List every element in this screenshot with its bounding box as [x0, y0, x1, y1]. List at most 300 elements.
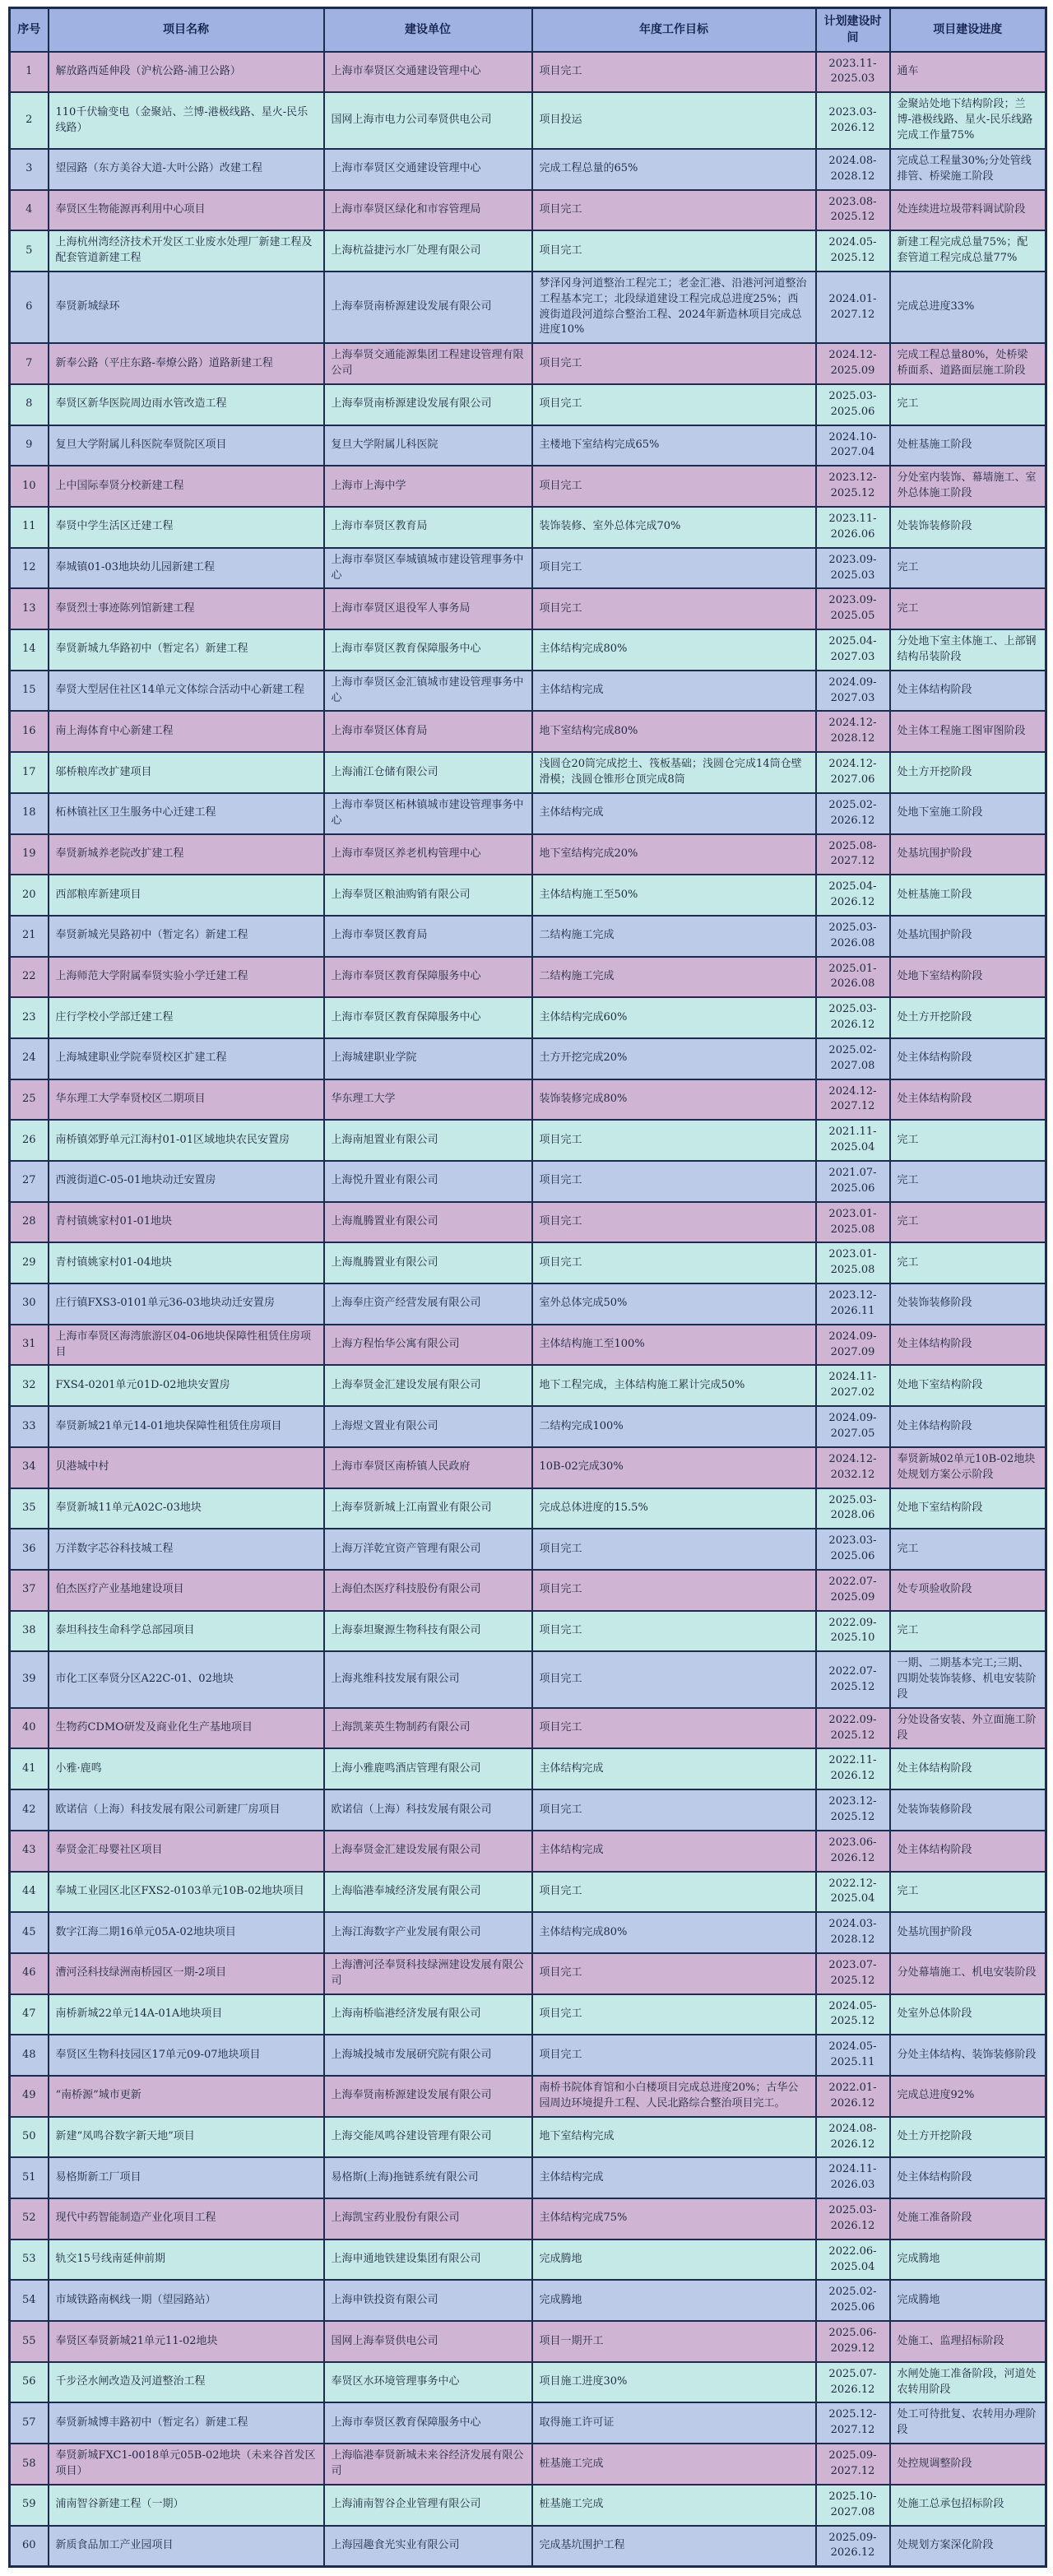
cell-annual-target: 项目完工 — [532, 1872, 816, 1913]
cell-index: 33 — [10, 1406, 49, 1447]
cell-annual-target: 主体结构完成 — [532, 793, 816, 834]
cell-build-unit: 上海市奉贤区教育局 — [324, 916, 532, 957]
cell-project-name: 奉贤区生物科技园区17单元09-07地块项目 — [49, 2035, 324, 2076]
cell-build-unit: 复旦大学附属儿科医院 — [324, 425, 532, 466]
cell-plan-time: 2024.08-2026.12 — [816, 2117, 890, 2158]
cell-project-name: 奉贤金汇母婴社区项目 — [49, 1831, 324, 1872]
cell-progress: 处基坑围护阶段 — [890, 1912, 1046, 1953]
cell-project-name: “南桥源”城市更新 — [49, 2076, 324, 2117]
cell-progress: 处装饰装修阶段 — [890, 1283, 1046, 1325]
cell-build-unit: 上海煜文置业有限公司 — [324, 1406, 532, 1447]
cell-plan-time: 2021.11-2025.04 — [816, 1120, 890, 1161]
cell-build-unit: 上海奉贤南桥源建设发展有限公司 — [324, 384, 532, 425]
column-header-annual-target: 年度工作目标 — [532, 8, 816, 52]
cell-progress: 分处幕墙施工、机电安装阶段 — [890, 1953, 1046, 1994]
cell-plan-time: 2022.01-2026.12 — [816, 2076, 890, 2117]
cell-build-unit: 易格斯(上海)拖链系统有限公司 — [324, 2157, 532, 2198]
cell-project-name: 奉贤新城11单元A02C-03地块 — [49, 1488, 324, 1529]
cell-annual-target: 桩基施工完成 — [532, 2444, 816, 2485]
cell-plan-time: 2025.03-2026.12 — [816, 997, 890, 1038]
cell-progress: 完工 — [890, 1161, 1046, 1202]
table-row — [10, 384, 1046, 425]
cell-annual-target: 项目完工 — [532, 1651, 816, 1708]
table-row — [10, 2157, 1046, 2198]
table-row — [10, 671, 1046, 712]
cell-project-name: 西渡街道C-05-01地块动迁安置房 — [49, 1161, 324, 1202]
cell-index: 13 — [10, 588, 49, 629]
cell-plan-time: 2025.02-2025.06 — [816, 2280, 890, 2321]
column-header-build-unit: 建设单位 — [324, 8, 532, 52]
cell-project-name: 欧诺信（上海）科技发展有限公司新建厂房项目 — [49, 1789, 324, 1831]
cell-plan-time: 2024.05-2025.12 — [816, 230, 890, 272]
cell-plan-time: 2025.10-2027.08 — [816, 2485, 890, 2526]
cell-progress: 处主体结构阶段 — [890, 671, 1046, 712]
cell-plan-time: 2022.06-2025.04 — [816, 2239, 890, 2281]
cell-build-unit: 上海市奉贤区教育保障服务中心 — [324, 2402, 532, 2444]
table-row — [10, 2402, 1046, 2444]
cell-annual-target: 项目完工 — [532, 1120, 816, 1161]
cell-project-name: 解放路西延伸段（沪杭公路-浦卫公路） — [49, 52, 324, 93]
table-row — [10, 52, 1046, 93]
cell-plan-time: 2023.03-2025.06 — [816, 1529, 890, 1570]
cell-plan-time: 2024.09-2027.09 — [816, 1325, 890, 1366]
cell-annual-target: 项目一期开工 — [532, 2321, 816, 2362]
cell-index: 19 — [10, 834, 49, 875]
cell-index: 35 — [10, 1488, 49, 1529]
cell-project-name: 庄行学校小学部迁建工程 — [49, 997, 324, 1038]
cell-plan-time: 2023.12-2025.12 — [816, 1789, 890, 1831]
cell-progress: 处主体结构阶段 — [890, 1831, 1046, 1872]
cell-build-unit: 上海胤腾置业有限公司 — [324, 1242, 532, 1283]
cell-plan-time: 2024.12-2032.12 — [816, 1447, 890, 1488]
cell-annual-target: 项目完工 — [532, 588, 816, 629]
cell-index: 53 — [10, 2239, 49, 2281]
cell-progress: 处基坑围护阶段 — [890, 834, 1046, 875]
table-row — [10, 466, 1046, 507]
table-row — [10, 1953, 1046, 1994]
cell-progress: 完成总进度92% — [890, 2076, 1046, 2117]
cell-progress: 处土方开挖阶段 — [890, 2117, 1046, 2158]
cell-build-unit: 上海城建职业学院 — [324, 1038, 532, 1079]
table-row — [10, 1283, 1046, 1325]
cell-annual-target: 主体结构完成 — [532, 1748, 816, 1789]
cell-plan-time: 2024.05-2025.11 — [816, 2035, 890, 2076]
column-header-index: 序号 — [10, 8, 49, 52]
cell-annual-target: 项目完工 — [532, 1202, 816, 1243]
cell-plan-time: 2025.01-2026.08 — [816, 957, 890, 998]
cell-plan-time: 2025.03-2026.08 — [816, 916, 890, 957]
cell-progress: 完成总进度33% — [890, 272, 1046, 343]
cell-progress: 处主体结构阶段 — [890, 1079, 1046, 1121]
cell-annual-target: 项目投运 — [532, 92, 816, 149]
cell-index: 34 — [10, 1447, 49, 1488]
cell-project-name: 奉贤新城养老院改扩建工程 — [49, 834, 324, 875]
table-row — [10, 272, 1046, 343]
column-header-project-name: 项目名称 — [49, 8, 324, 52]
cell-annual-target: 梦泽冈身河道整治工程完工；老金汇港、沿港河河道整治工程基本完工；北段绿道建设工程完成总进度25%；西渡街道段河道综合整治工程、2024年新造林项目完成总进度10% — [532, 272, 816, 343]
cell-progress: 处工可待批复、农转用办理阶段 — [890, 2402, 1046, 2444]
cell-index: 27 — [10, 1161, 49, 1202]
cell-annual-target: 10B-02完成30% — [532, 1447, 816, 1488]
cell-build-unit: 上海奉贤金汇建设发展有限公司 — [324, 1365, 532, 1406]
table-row — [10, 1994, 1046, 2035]
cell-project-name: 110千伏输变电（金聚站、兰博-港极线路、星火-民乐线路） — [49, 92, 324, 149]
cell-build-unit: 上海奉庄资产经营发展有限公司 — [324, 1283, 532, 1325]
cell-index: 3 — [10, 149, 49, 190]
cell-annual-target: 完成总体进度的15.5% — [532, 1488, 816, 1529]
cell-progress: 处施工总承包招标阶段 — [890, 2485, 1046, 2526]
cell-project-name: 青村镇姚家村01-01地块 — [49, 1202, 324, 1243]
cell-index: 46 — [10, 1953, 49, 1994]
cell-plan-time: 2024.09-2027.03 — [816, 671, 890, 712]
cell-project-name: 奉贤新城FXC1-0018单元05B-02地块（未来谷首发区项目） — [49, 2444, 324, 2485]
cell-annual-target: 项目完工 — [532, 343, 816, 384]
cell-annual-target: 项目完工 — [532, 1994, 816, 2035]
cell-index: 49 — [10, 2076, 49, 2117]
cell-project-name: 奉贤区奉贤新城21单元11-02地块 — [49, 2321, 324, 2362]
cell-project-name: 华东理工大学奉贤校区二期项目 — [49, 1079, 324, 1121]
cell-plan-time: 2024.11-2026.03 — [816, 2157, 890, 2198]
cell-project-name: 南桥镇郊野单元江海村01-01区域地块农民安置房 — [49, 1120, 324, 1161]
cell-plan-time: 2025.03-2025.06 — [816, 384, 890, 425]
cell-project-name: 奉贤新城博丰路初中（暂定名）新建工程 — [49, 2402, 324, 2444]
cell-progress: 处主体工程施工图审图阶段 — [890, 711, 1046, 752]
table-row — [10, 1406, 1046, 1447]
cell-plan-time: 2023.07-2025.12 — [816, 1953, 890, 1994]
cell-build-unit: 上海市奉贤区奉城镇城市建设管理事务中心 — [324, 548, 532, 589]
cell-build-unit: 上海浦江仓储有限公司 — [324, 752, 532, 793]
table-row — [10, 2321, 1046, 2362]
cell-annual-target: 完成腾地 — [532, 2239, 816, 2281]
cell-index: 50 — [10, 2117, 49, 2158]
cell-progress: 处主体结构阶段 — [890, 1038, 1046, 1079]
cell-annual-target: 项目完工 — [532, 548, 816, 589]
cell-project-name: 小雅·鹿鸣 — [49, 1748, 324, 1789]
cell-plan-time: 2023.09-2025.05 — [816, 588, 890, 629]
cell-index: 57 — [10, 2402, 49, 2444]
cell-build-unit: 欧诺信（上海）科技发展有限公司 — [324, 1789, 532, 1831]
cell-annual-target: 完成工程总量的65% — [532, 149, 816, 190]
cell-plan-time: 2025.08-2027.12 — [816, 834, 890, 875]
cell-plan-time: 2025.04-2026.12 — [816, 875, 890, 916]
table-row — [10, 507, 1046, 548]
table-row — [10, 230, 1046, 272]
cell-progress: 完成腾地 — [890, 2239, 1046, 2281]
cell-progress: 处土方开挖阶段 — [890, 997, 1046, 1038]
table-row — [10, 1748, 1046, 1789]
cell-index: 56 — [10, 2362, 49, 2403]
cell-plan-time: 2025.07-2026.12 — [816, 2362, 890, 2403]
cell-project-name: 现代中药智能制造产业化项目工程 — [49, 2198, 324, 2239]
cell-project-name: 上海师范大学附属奉贤实验小学迁建工程 — [49, 957, 324, 998]
cell-index: 23 — [10, 997, 49, 1038]
cell-project-name: 庄行镇FXS3-0101单元36-03地块动迁安置房 — [49, 1283, 324, 1325]
table-row — [10, 1831, 1046, 1872]
cell-build-unit: 上海兆维科技发展有限公司 — [324, 1651, 532, 1708]
cell-plan-time: 2022.09-2025.12 — [816, 1708, 890, 1749]
table-row — [10, 1708, 1046, 1749]
cell-index: 38 — [10, 1611, 49, 1652]
cell-plan-time: 2023.09-2025.03 — [816, 548, 890, 589]
cell-project-name: 市化工区奉贤分区A22C-01、02地块 — [49, 1651, 324, 1708]
projects-table — [8, 7, 1047, 2568]
cell-project-name: 上海城建职业学院奉贤校区扩建工程 — [49, 1038, 324, 1079]
cell-project-name: 复旦大学附属儿科医院奉贤院区项目 — [49, 425, 324, 466]
table-row — [10, 2485, 1046, 2526]
cell-build-unit: 上海浦南智谷企业管理有限公司 — [324, 2485, 532, 2526]
cell-build-unit: 上海万洋乾宜资产管理有限公司 — [324, 1529, 532, 1570]
cell-progress: 处桩基施工阶段 — [890, 425, 1046, 466]
cell-build-unit: 上海泰坦聚源生物科技有限公司 — [324, 1611, 532, 1652]
cell-build-unit: 上海临港奉贤新城未来谷经济发展有限公司 — [324, 2444, 532, 2485]
cell-build-unit: 上海方程怡华公寓有限公司 — [324, 1325, 532, 1366]
table-row — [10, 834, 1046, 875]
table-row — [10, 2117, 1046, 2158]
cell-plan-time: 2022.11-2026.12 — [816, 1748, 890, 1789]
cell-index: 5 — [10, 230, 49, 272]
cell-project-name: 奉贤中学生活区迁建工程 — [49, 507, 324, 548]
cell-index: 47 — [10, 1994, 49, 2035]
cell-progress: 完成腾地 — [890, 2280, 1046, 2321]
cell-plan-time: 2024.10-2027.04 — [816, 425, 890, 466]
cell-annual-target: 项目完工 — [532, 1161, 816, 1202]
cell-progress: 金聚站处地下结构阶段；兰博-港极线路、星火-民乐线路完成工作量75% — [890, 92, 1046, 149]
cell-index: 22 — [10, 957, 49, 998]
cell-project-name: 奉贤烈士事迹陈列馆新建工程 — [49, 588, 324, 629]
cell-project-name: 青村镇姚家村01-04地块 — [49, 1242, 324, 1283]
cell-plan-time: 2024.09-2027.05 — [816, 1406, 890, 1447]
table-row — [10, 1488, 1046, 1529]
table-row — [10, 1611, 1046, 1652]
cell-annual-target: 二结构施工完成 — [532, 916, 816, 957]
cell-annual-target: 主体结构完成80% — [532, 1912, 816, 1953]
cell-annual-target: 浅圆仓20筒完成挖土、筏板基础；浅圆仓完成14筒仓壁滑模；浅圆仓锥形仓顶完成8筒 — [532, 752, 816, 793]
cell-build-unit: 上海市奉贤区教育保障服务中心 — [324, 629, 532, 671]
table-row — [10, 957, 1046, 998]
cell-project-name: 奉城镇01-03地块幼儿园新建工程 — [49, 548, 324, 589]
cell-project-name: 南上海体育中心新建工程 — [49, 711, 324, 752]
cell-progress: 完工 — [890, 1611, 1046, 1652]
cell-index: 24 — [10, 1038, 49, 1079]
cell-plan-time: 2023.03-2026.12 — [816, 92, 890, 149]
cell-annual-target: 地下室结构完成80% — [532, 711, 816, 752]
cell-plan-time: 2025.09-2026.12 — [816, 2526, 890, 2567]
cell-progress: 处连续进垃圾带料调试阶段 — [890, 190, 1046, 231]
cell-annual-target: 主体结构完成 — [532, 2157, 816, 2198]
cell-project-name: 万洋数字芯谷科技城工程 — [49, 1529, 324, 1570]
cell-annual-target: 地下室结构完成 — [532, 2117, 816, 2158]
cell-project-name: 易格斯新工厂项目 — [49, 2157, 324, 2198]
cell-progress: 处装饰装修阶段 — [890, 507, 1046, 548]
cell-index: 39 — [10, 1651, 49, 1708]
table-row — [10, 2362, 1046, 2403]
cell-annual-target: 项目完工 — [532, 1242, 816, 1283]
cell-plan-time: 2023.11-2026.06 — [816, 507, 890, 548]
cell-annual-target: 地下工程完成，主体结构施工累计完成50% — [532, 1365, 816, 1406]
table-row — [10, 1651, 1046, 1708]
cell-plan-time: 2023.11-2025.03 — [816, 52, 890, 93]
cell-build-unit: 国网上海奉贤供电公司 — [324, 2321, 532, 2362]
cell-project-name: 生物药CDMO研发及商业化生产基地项目 — [49, 1708, 324, 1749]
cell-index: 31 — [10, 1325, 49, 1366]
cell-annual-target: 主体结构完成75% — [532, 2198, 816, 2239]
cell-index: 32 — [10, 1365, 49, 1406]
cell-build-unit: 上海市奉贤区养老机构管理中心 — [324, 834, 532, 875]
cell-project-name: 望园路（东方美谷大道-大叶公路）改建工程 — [49, 149, 324, 190]
table-row — [10, 752, 1046, 793]
cell-build-unit: 上海奉贤南桥源建设发展有限公司 — [324, 2076, 532, 2117]
cell-index: 4 — [10, 190, 49, 231]
cell-plan-time: 2023.08-2025.12 — [816, 190, 890, 231]
cell-index: 25 — [10, 1079, 49, 1121]
cell-index: 29 — [10, 1242, 49, 1283]
cell-annual-target: 主体结构完成60% — [532, 997, 816, 1038]
table-row — [10, 2239, 1046, 2281]
column-header-progress: 项目建设进度 — [890, 8, 1046, 52]
cell-build-unit: 上海奉贤新城上江南置业有限公司 — [324, 1488, 532, 1529]
table-row — [10, 92, 1046, 149]
cell-plan-time: 2024.12-2027.12 — [816, 1079, 890, 1121]
cell-annual-target: 主体结构完成 — [532, 1831, 816, 1872]
cell-progress: 水闸处施工准备阶段，河道处农转用阶段 — [890, 2362, 1046, 2403]
cell-annual-target: 二结构施工完成 — [532, 957, 816, 998]
table-row — [10, 1912, 1046, 1953]
cell-index: 10 — [10, 466, 49, 507]
cell-plan-time: 2024.03-2028.12 — [816, 1912, 890, 1953]
cell-annual-target: 室外总体完成50% — [532, 1283, 816, 1325]
cell-progress: 处地下室结构阶段 — [890, 1365, 1046, 1406]
cell-project-name: 邬桥粮库改扩建项目 — [49, 752, 324, 793]
cell-plan-time: 2024.12-2027.06 — [816, 752, 890, 793]
cell-build-unit: 上海江海数字产业发展有限公司 — [324, 1912, 532, 1953]
cell-progress: 完工 — [890, 588, 1046, 629]
cell-project-name: 上海杭州湾经济技术开发区工业废水处理厂新建工程及配套管道新建工程 — [49, 230, 324, 272]
cell-project-name: FXS4-0201单元01D-02地块安置房 — [49, 1365, 324, 1406]
cell-progress: 处桩基施工阶段 — [890, 875, 1046, 916]
table-row — [10, 711, 1046, 752]
cell-project-name: 伯杰医疗产业基地建设项目 — [49, 1570, 324, 1611]
cell-progress: 处装饰装修阶段 — [890, 1789, 1046, 1831]
cell-progress: 完成工程总量80%，处桥梁桥面系、道路面层施工阶段 — [890, 343, 1046, 384]
cell-build-unit: 上海悦升置业有限公司 — [324, 1161, 532, 1202]
cell-annual-target: 取得施工许可证 — [532, 2402, 816, 2444]
header-row — [10, 8, 1046, 52]
cell-index: 12 — [10, 548, 49, 589]
table-row — [10, 588, 1046, 629]
cell-progress: 处室外总体阶段 — [890, 1994, 1046, 2035]
cell-project-name: 新质食品加工产业园项目 — [49, 2526, 324, 2567]
cell-build-unit: 上海市奉贤区教育局 — [324, 507, 532, 548]
cell-build-unit: 上海漕河泾奉贤科技绿洲建设发展有限公司 — [324, 1953, 532, 1994]
table-row — [10, 1872, 1046, 1913]
cell-build-unit: 上海凯宝药业股份有限公司 — [324, 2198, 532, 2239]
cell-progress: 新建工程完成总量75%；配套管道工程完成总量77% — [890, 230, 1046, 272]
cell-plan-time: 2025.02-2026.12 — [816, 793, 890, 834]
cell-build-unit: 上海市奉贤区柘林镇城市建设管理事务中心 — [324, 793, 532, 834]
cell-annual-target: 主体结构完成 — [532, 671, 816, 712]
cell-progress: 分处地下室主体施工、上部钢结构吊装阶段 — [890, 629, 1046, 671]
cell-plan-time: 2024.01-2027.12 — [816, 272, 890, 343]
table-row — [10, 916, 1046, 957]
table-row — [10, 343, 1046, 384]
cell-index: 11 — [10, 507, 49, 548]
cell-project-name: 千步泾水闸改造及河道整治工程 — [49, 2362, 324, 2403]
cell-index: 37 — [10, 1570, 49, 1611]
cell-build-unit: 上海市奉贤区绿化和市容管理局 — [324, 190, 532, 231]
table-row — [10, 875, 1046, 916]
cell-plan-time: 2022.07-2025.12 — [816, 1651, 890, 1708]
cell-index: 55 — [10, 2321, 49, 2362]
cell-build-unit: 上海市奉贤区体育局 — [324, 711, 532, 752]
cell-build-unit: 上海杭益捷污水厂处理有限公司 — [324, 230, 532, 272]
cell-project-name: 奉贤区新华医院周边雨水管改造工程 — [49, 384, 324, 425]
cell-annual-target: 土方开挖完成20% — [532, 1038, 816, 1079]
cell-plan-time: 2023.06-2026.12 — [816, 1831, 890, 1872]
cell-build-unit: 上海伯杰医疗科技股份有限公司 — [324, 1570, 532, 1611]
cell-plan-time: 2022.09-2025.10 — [816, 1611, 890, 1652]
cell-annual-target: 项目完工 — [532, 2035, 816, 2076]
cell-progress: 分处室内装饰、幕墙施工、室外总体施工阶段 — [890, 466, 1046, 507]
cell-index: 18 — [10, 793, 49, 834]
table-row — [10, 2076, 1046, 2117]
table-row — [10, 190, 1046, 231]
table-row — [10, 1120, 1046, 1161]
cell-index: 52 — [10, 2198, 49, 2239]
cell-annual-target: 主楼地下室结构完成65% — [532, 425, 816, 466]
cell-build-unit: 上海奉贤区粮油购销有限公司 — [324, 875, 532, 916]
cell-annual-target: 项目完工 — [532, 1708, 816, 1749]
cell-plan-time: 2025.09-2027.12 — [816, 2444, 890, 2485]
cell-project-name: 奉贤新城绿环 — [49, 272, 324, 343]
table-row — [10, 1079, 1046, 1121]
cell-progress: 分处主体结构、装饰装修阶段 — [890, 2035, 1046, 2076]
cell-plan-time: 2025.04-2027.03 — [816, 629, 890, 671]
cell-plan-time: 2025.02-2027.08 — [816, 1038, 890, 1079]
cell-build-unit: 上海奉贤交通能源集团工程建设管理有限公司 — [324, 343, 532, 384]
cell-project-name: 市域铁路南枫线一期（望园路站） — [49, 2280, 324, 2321]
cell-project-name: 柘林镇社区卫生服务中心迁建工程 — [49, 793, 324, 834]
cell-build-unit: 上海市奉贤区教育保障服务中心 — [324, 957, 532, 998]
table-row — [10, 2526, 1046, 2567]
cell-index: 60 — [10, 2526, 49, 2567]
cell-build-unit: 华东理工大学 — [324, 1079, 532, 1121]
cell-plan-time: 2024.05-2025.12 — [816, 1994, 890, 2035]
cell-project-name: 新奉公路（平庄东路-奉燎公路）道路新建工程 — [49, 343, 324, 384]
cell-progress: 完工 — [890, 384, 1046, 425]
cell-index: 20 — [10, 875, 49, 916]
cell-progress: 处土方开挖阶段 — [890, 752, 1046, 793]
cell-project-name: 奉贤新城光昊路初中（暂定名）新建工程 — [49, 916, 324, 957]
table-body — [10, 52, 1046, 2567]
cell-index: 8 — [10, 384, 49, 425]
cell-progress: 一期、二期基本完工;三期、四期处装饰装修、机电安装阶段 — [890, 1651, 1046, 1708]
cell-index: 43 — [10, 1831, 49, 1872]
table-row — [10, 793, 1046, 834]
cell-index: 41 — [10, 1748, 49, 1789]
cell-project-name: 新建“凤鸣谷数字新天地”项目 — [49, 2117, 324, 2158]
table-row — [10, 629, 1046, 671]
cell-index: 26 — [10, 1120, 49, 1161]
column-header-plan-time: 计划建设时间 — [816, 8, 890, 52]
cell-annual-target: 完成腾地 — [532, 2280, 816, 2321]
cell-index: 16 — [10, 711, 49, 752]
table-row — [10, 2444, 1046, 2485]
cell-project-name: 奉贤新城九华路初中（暂定名）新建工程 — [49, 629, 324, 671]
cell-build-unit: 上海南旭置业有限公司 — [324, 1120, 532, 1161]
cell-build-unit: 奉贤区水环境管理事务中心 — [324, 2362, 532, 2403]
cell-index: 15 — [10, 671, 49, 712]
table-row — [10, 149, 1046, 190]
